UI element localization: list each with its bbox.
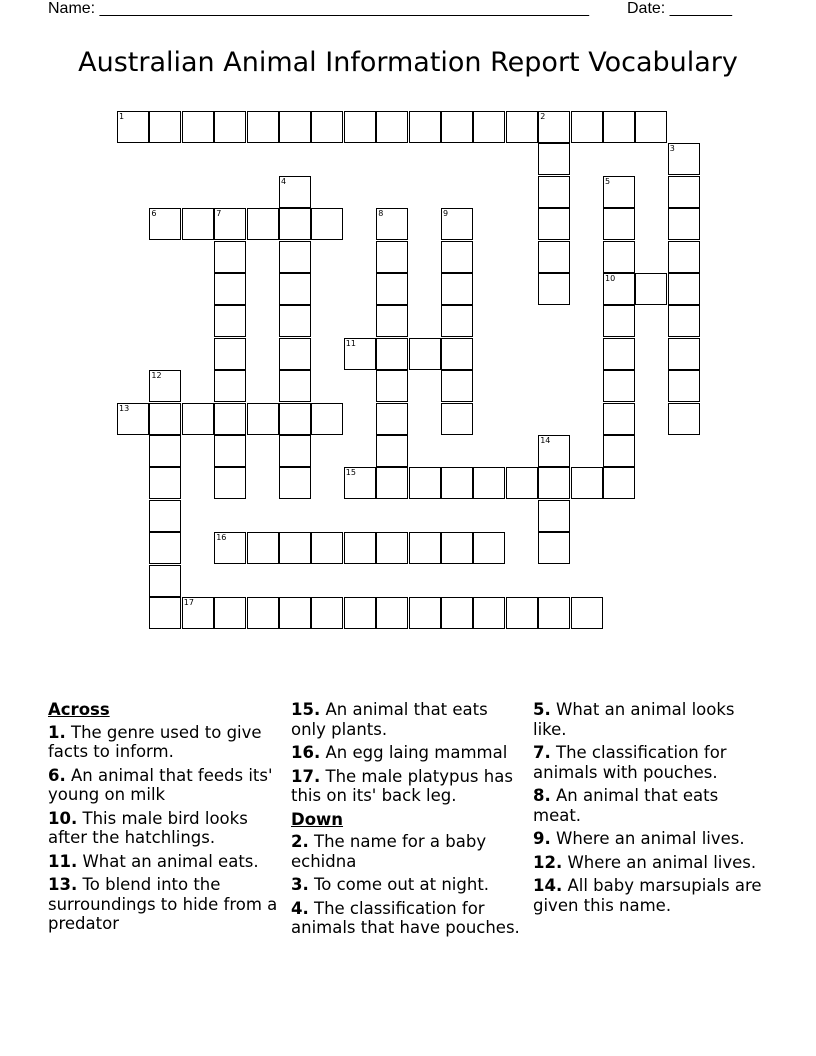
grid-cell[interactable] (409, 338, 441, 370)
clue-across-10: 10. This male bird looks after the hatchlings. (48, 808, 248, 847)
grid-cell[interactable] (149, 467, 181, 499)
grid-cell[interactable] (214, 532, 246, 564)
grid-cell[interactable] (441, 241, 473, 273)
clue-down-2: 2. The name for a baby echidna (291, 832, 487, 871)
grid-cell[interactable] (376, 273, 408, 305)
grid-cell[interactable] (473, 532, 505, 564)
clue-number: 11 (345, 338, 356, 348)
clue-down-7: 7. The classification for animals with pouches. (533, 743, 727, 782)
grid-cell[interactable] (441, 467, 473, 499)
grid-cell[interactable] (149, 208, 181, 240)
grid-cell[interactable] (311, 111, 343, 143)
clue-number: 10 (605, 274, 616, 283)
grid-cell[interactable] (376, 597, 408, 629)
grid-cell[interactable] (279, 338, 311, 370)
grid-cell[interactable] (117, 111, 149, 143)
grid-cell[interactable] (409, 597, 441, 629)
grid-cell[interactable] (441, 273, 473, 305)
grid-cell[interactable] (182, 597, 214, 629)
grid-cell[interactable] (473, 597, 505, 629)
grid-cell[interactable] (311, 597, 343, 629)
grid-cell[interactable] (344, 467, 376, 499)
grid-cell[interactable] (214, 338, 246, 370)
grid-cell[interactable] (376, 532, 408, 564)
grid-cell[interactable] (409, 111, 441, 143)
grid-cell[interactable] (376, 241, 408, 273)
grid-cell[interactable] (279, 403, 311, 435)
clue-across-17: 17. The male platypus has this on its' back leg. (291, 766, 513, 805)
grid-cell[interactable] (668, 208, 700, 240)
grid-cell[interactable] (376, 111, 408, 143)
grid-cell[interactable] (538, 500, 570, 532)
grid-cell[interactable] (117, 403, 149, 435)
grid-cell[interactable] (279, 597, 311, 629)
grid-cell[interactable] (279, 435, 311, 467)
clue-number: 9 (443, 209, 449, 219)
grid-cell[interactable] (603, 403, 635, 435)
grid-cell[interactable] (668, 305, 700, 337)
grid-cell[interactable] (279, 111, 311, 143)
grid-cell[interactable] (376, 338, 408, 370)
grid-cell[interactable] (603, 111, 635, 143)
grid-cell[interactable] (214, 241, 246, 273)
grid-cell[interactable] (603, 241, 635, 273)
grid-cell[interactable] (409, 532, 441, 564)
grid-cell[interactable] (441, 532, 473, 564)
grid-cell[interactable] (214, 467, 246, 499)
grid-cell[interactable] (441, 370, 473, 402)
across-heading: Across (48, 700, 110, 719)
clue-down-9: 9. Where an animal lives. (533, 829, 745, 848)
clue-number: 4 (281, 176, 287, 186)
grid-cell[interactable] (279, 305, 311, 337)
grid-cell[interactable] (603, 273, 635, 305)
grid-cell[interactable] (279, 370, 311, 402)
grid-cell[interactable] (311, 208, 343, 240)
grid-cell[interactable] (571, 467, 603, 499)
grid-cell[interactable] (538, 597, 570, 629)
clue-number: 15 (345, 468, 356, 478)
grid-cell[interactable] (538, 176, 570, 208)
grid-cell[interactable] (668, 143, 700, 175)
grid-cell[interactable] (182, 111, 214, 143)
grid-cell[interactable] (344, 338, 376, 370)
grid-cell[interactable] (376, 305, 408, 337)
grid-cell[interactable] (603, 467, 635, 499)
grid-cell[interactable] (247, 403, 279, 435)
clue-number: 6 (151, 209, 157, 219)
grid-cell[interactable] (279, 467, 311, 499)
page-title: Australian Animal Information Report Vocabulary (78, 47, 738, 78)
grid-cell[interactable] (376, 370, 408, 402)
clue-number: 3 (669, 144, 675, 154)
grid-cell[interactable] (247, 532, 279, 564)
grid-cell[interactable] (247, 208, 279, 240)
clue-number: 8 (378, 209, 384, 219)
clue-across-16: 16. An egg laing mammal (291, 743, 508, 762)
grid-cell[interactable] (668, 176, 700, 208)
grid-cell[interactable] (538, 467, 570, 499)
grid-cell[interactable] (441, 305, 473, 337)
grid-cell[interactable] (182, 208, 214, 240)
clue-down-12: 12. Where an animal lives. (533, 852, 757, 872)
grid-cell[interactable] (214, 305, 246, 337)
grid-cell[interactable] (247, 111, 279, 143)
grid-cell[interactable] (441, 597, 473, 629)
grid-cell[interactable] (603, 176, 635, 208)
clue-across-15: 15. An animal that eats only plants. (291, 700, 488, 739)
grid-cell[interactable] (279, 208, 311, 240)
grid-cell[interactable] (603, 370, 635, 402)
clue-across-11: 11. What an animal eats. (48, 851, 259, 871)
grid-cell[interactable] (214, 597, 246, 629)
grid-cell[interactable] (149, 403, 181, 435)
clue-down-5: 5. What an animal looks like. (533, 700, 735, 739)
grid-cell[interactable] (635, 273, 667, 305)
clue-number: 7 (216, 209, 222, 219)
grid-cell[interactable] (538, 532, 570, 564)
name-field[interactable]: Name: _______________________________________________________ (48, 0, 589, 17)
grid-cell[interactable] (149, 370, 181, 402)
clue-number: 12 (151, 371, 162, 381)
clue-number: 1 (119, 112, 125, 121)
grid-cell[interactable] (668, 403, 700, 435)
grid-cell[interactable] (603, 208, 635, 240)
grid-cell[interactable] (603, 338, 635, 370)
grid-cell[interactable] (668, 338, 700, 370)
grid-cell[interactable] (311, 403, 343, 435)
grid-cell[interactable] (538, 241, 570, 273)
clue-down-14: 14. All baby marsupials are given this name. (533, 876, 762, 915)
grid-cell[interactable] (311, 532, 343, 564)
grid-cell[interactable] (441, 111, 473, 143)
grid-cell[interactable] (376, 435, 408, 467)
grid-cell[interactable] (409, 467, 441, 499)
grid-cell[interactable] (149, 597, 181, 629)
grid-cell[interactable] (149, 111, 181, 143)
grid-cell[interactable] (279, 241, 311, 273)
grid-cell[interactable] (247, 597, 279, 629)
grid-cell[interactable] (506, 467, 538, 499)
grid-cell[interactable] (182, 403, 214, 435)
clue-down-3: 3. To come out at night. (291, 875, 490, 894)
clue-across-1: 1. The genre used to give facts to inform. (48, 722, 262, 761)
grid-cell[interactable] (214, 273, 246, 305)
clue-number: 17 (183, 598, 194, 607)
grid-cell[interactable] (538, 273, 570, 305)
grid-cell[interactable] (571, 597, 603, 629)
grid-cell[interactable] (214, 208, 246, 240)
grid-cell[interactable] (538, 143, 570, 175)
grid-cell[interactable] (441, 208, 473, 240)
grid-cell[interactable] (668, 241, 700, 273)
grid-cell[interactable] (441, 403, 473, 435)
down-heading: Down (291, 809, 344, 829)
grid-cell[interactable] (473, 467, 505, 499)
grid-cell[interactable] (214, 111, 246, 143)
grid-cell[interactable] (214, 435, 246, 467)
clues-column-2 (291, 700, 523, 942)
clue-down-8: 8. An animal that eats meat. (533, 786, 719, 825)
clues-column-1 (48, 700, 280, 938)
clues-column-3 (533, 700, 765, 919)
clue-number: 16 (216, 533, 227, 543)
clue-across-6: 6. An animal that feeds its' young on milk (48, 765, 273, 804)
grid-cell[interactable] (149, 565, 181, 597)
grid-cell[interactable] (603, 435, 635, 467)
grid-cell[interactable] (279, 273, 311, 305)
clue-number: 13 (119, 403, 130, 413)
grid-cell[interactable] (279, 176, 311, 208)
grid-cell[interactable] (344, 111, 376, 143)
clue-number: 5 (605, 176, 611, 186)
clue-number: 14 (540, 436, 551, 445)
grid-cell[interactable] (668, 273, 700, 305)
grid-cell[interactable] (603, 305, 635, 337)
grid-cell[interactable] (214, 370, 246, 402)
grid-cell[interactable] (635, 111, 667, 143)
clue-across-13: 13. To blend into the surroundings to hide from a predator (48, 875, 278, 933)
grid-cell[interactable] (344, 597, 376, 629)
grid-cell[interactable] (344, 532, 376, 564)
grid-cell[interactable] (149, 435, 181, 467)
grid-cell[interactable] (279, 532, 311, 564)
grid-cell[interactable] (506, 111, 538, 143)
grid-cell[interactable] (214, 403, 246, 435)
grid-cell[interactable] (538, 111, 570, 143)
clue-number: 2 (540, 112, 546, 121)
grid-cell[interactable] (376, 403, 408, 435)
grid-cell[interactable] (473, 111, 505, 143)
grid-cell[interactable] (571, 111, 603, 143)
grid-cell[interactable] (149, 500, 181, 532)
grid-cell[interactable] (506, 597, 538, 629)
grid-cell[interactable] (376, 467, 408, 499)
grid-cell[interactable] (668, 370, 700, 402)
grid-cell[interactable] (538, 208, 570, 240)
grid-cell[interactable] (149, 532, 181, 564)
grid-cell[interactable] (441, 338, 473, 370)
date-field[interactable]: Date: _______ (627, 0, 732, 17)
clue-down-4: 4. The classification for animals that have pouches. (291, 898, 520, 937)
grid-cell[interactable] (376, 208, 408, 240)
grid-cell[interactable] (538, 435, 570, 467)
